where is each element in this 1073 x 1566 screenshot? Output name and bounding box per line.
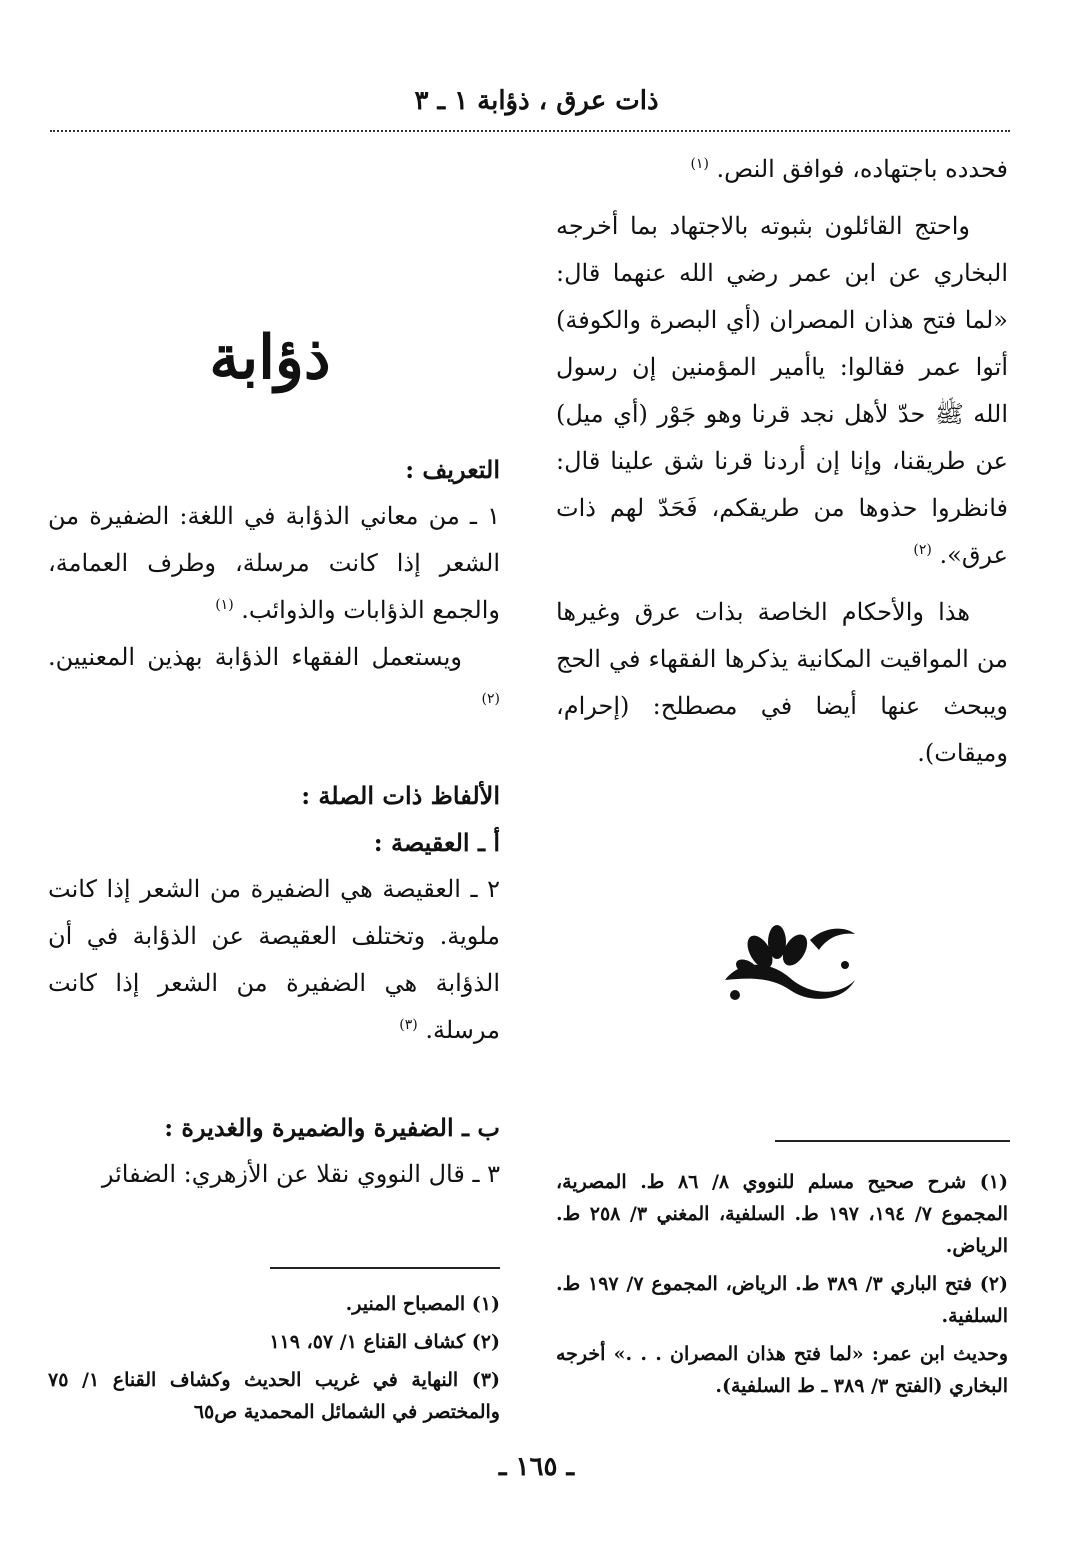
paragraph-text: واحتج القائلون بثبوته بالاجتهاد بما أخرجه البخاري عن ابن عمر رضي الله عنهما قال: «لما فتح هذان المصران (أي البصرة والكوفة) أتوا عمر فقالوا: ياأمير المؤمنين إن رسول الله ﷺ حدّ لأهل نجد قرنا وهو جَوْر (أي ميل) عن طريقنا، وإنا إن أردنا قرنا شق علينا قال: فانظروا حذوها من طريقكم، فَحَدّ لهم ذات عرق». <box>556 212 1009 569</box>
paragraph <box>556 203 1008 579</box>
paragraph-text: ١ ـ من معاني الذؤابة في اللغة: الضفيرة من الشعر إذا كانت مرسلة، وطرف العمامة، والجمع الذؤابات والذوائب. <box>48 502 500 624</box>
footnotes-left <box>48 1288 500 1434</box>
subsection-heading: أ ـ العقيصة : <box>373 828 500 857</box>
footnote-rule <box>270 1267 500 1269</box>
paragraph: ٣ ـ قال النووي نقلا عن الأزهري: الضفائر <box>101 1160 500 1188</box>
running-header: ذات عرق ، ذؤابة ١ ـ ٣ <box>414 86 659 116</box>
paragraph <box>556 146 1008 193</box>
footnote-marker: (١) <box>215 597 234 613</box>
right-column <box>556 146 1008 777</box>
paragraph-text: ٢ ـ العقيصة هي الضفيرة من الشعر إذا كانت ملوية. وتختلف العقيصة عن الذؤابة في أن الذؤابة هي الضفيرة من الشعر إذا كانت مرسلة. <box>48 875 500 1044</box>
paragraph <box>48 493 500 634</box>
section-heading: التعريف : <box>405 455 500 484</box>
footnotes-right <box>556 1166 1008 1408</box>
footnote: (٣) النهاية في غريب الحديث وكشاف القناع ١/ ٧٥ والمختصر في الشمائل المحمدية ص٦٥ <box>48 1369 501 1423</box>
footnote: وحديث ابن عمر: «لما فتح هذان المصران . . .» أخرجه البخاري (الفتح ٣/ ٣٨٩ ـ ط السلفية). <box>556 1343 1008 1397</box>
footnote: (٢) كشاف القناع ١/ ٥٧، ١١٩ <box>269 1331 500 1353</box>
page-number: ـ ١٦٥ ـ <box>498 1452 575 1482</box>
paragraph <box>48 634 500 728</box>
paragraph: هذا والأحكام الخاصة بذات عرق وغيرها من المواقيت المكانية يذكرها الفقهاء في الحج ويبحث عنها أيضا في مصطلح: (إحرام، وميقات). <box>556 598 1008 767</box>
footnote-marker: (١) <box>690 156 709 172</box>
floral-ornament-icon <box>715 920 865 1010</box>
footnote-marker: (٢) <box>481 691 500 707</box>
subsection-heading: ب ـ الضفيرة والضميرة والغديرة : <box>164 1113 500 1142</box>
section-heading: الألفاظ ذات الصلة : <box>301 781 500 810</box>
footnote-marker: (٢) <box>913 542 932 558</box>
footnote: (٢) فتح الباري ٣/ ٣٨٩ ط. الرياض، المجموع ٧/ ١٩٧ ط. السلفية. <box>556 1273 1008 1327</box>
header-dotted-rule <box>50 130 1010 132</box>
paragraph-text: ويستعمل الفقهاء الذؤابة بهذين المعنيين. <box>48 643 462 671</box>
left-column <box>48 446 500 1198</box>
footnote: (١) المصباح المنير. <box>345 1293 500 1315</box>
entry-title: ذؤابة <box>209 323 331 393</box>
paragraph-text: فحدده باجتهاده، فوافق النص. <box>716 155 1008 183</box>
footnote-rule <box>775 1140 1010 1142</box>
paragraph <box>48 866 500 1054</box>
footnote-marker: (٣) <box>399 1017 418 1033</box>
footnote: (١) شرح صحيح مسلم للنووي ٨/ ٨٦ ط. المصرية، المجموع ٧/ ١٩٤، ١٩٧ ط. السلفية، المغني ٣/ ٢٥٨ ط. الرياض. <box>556 1171 1009 1257</box>
